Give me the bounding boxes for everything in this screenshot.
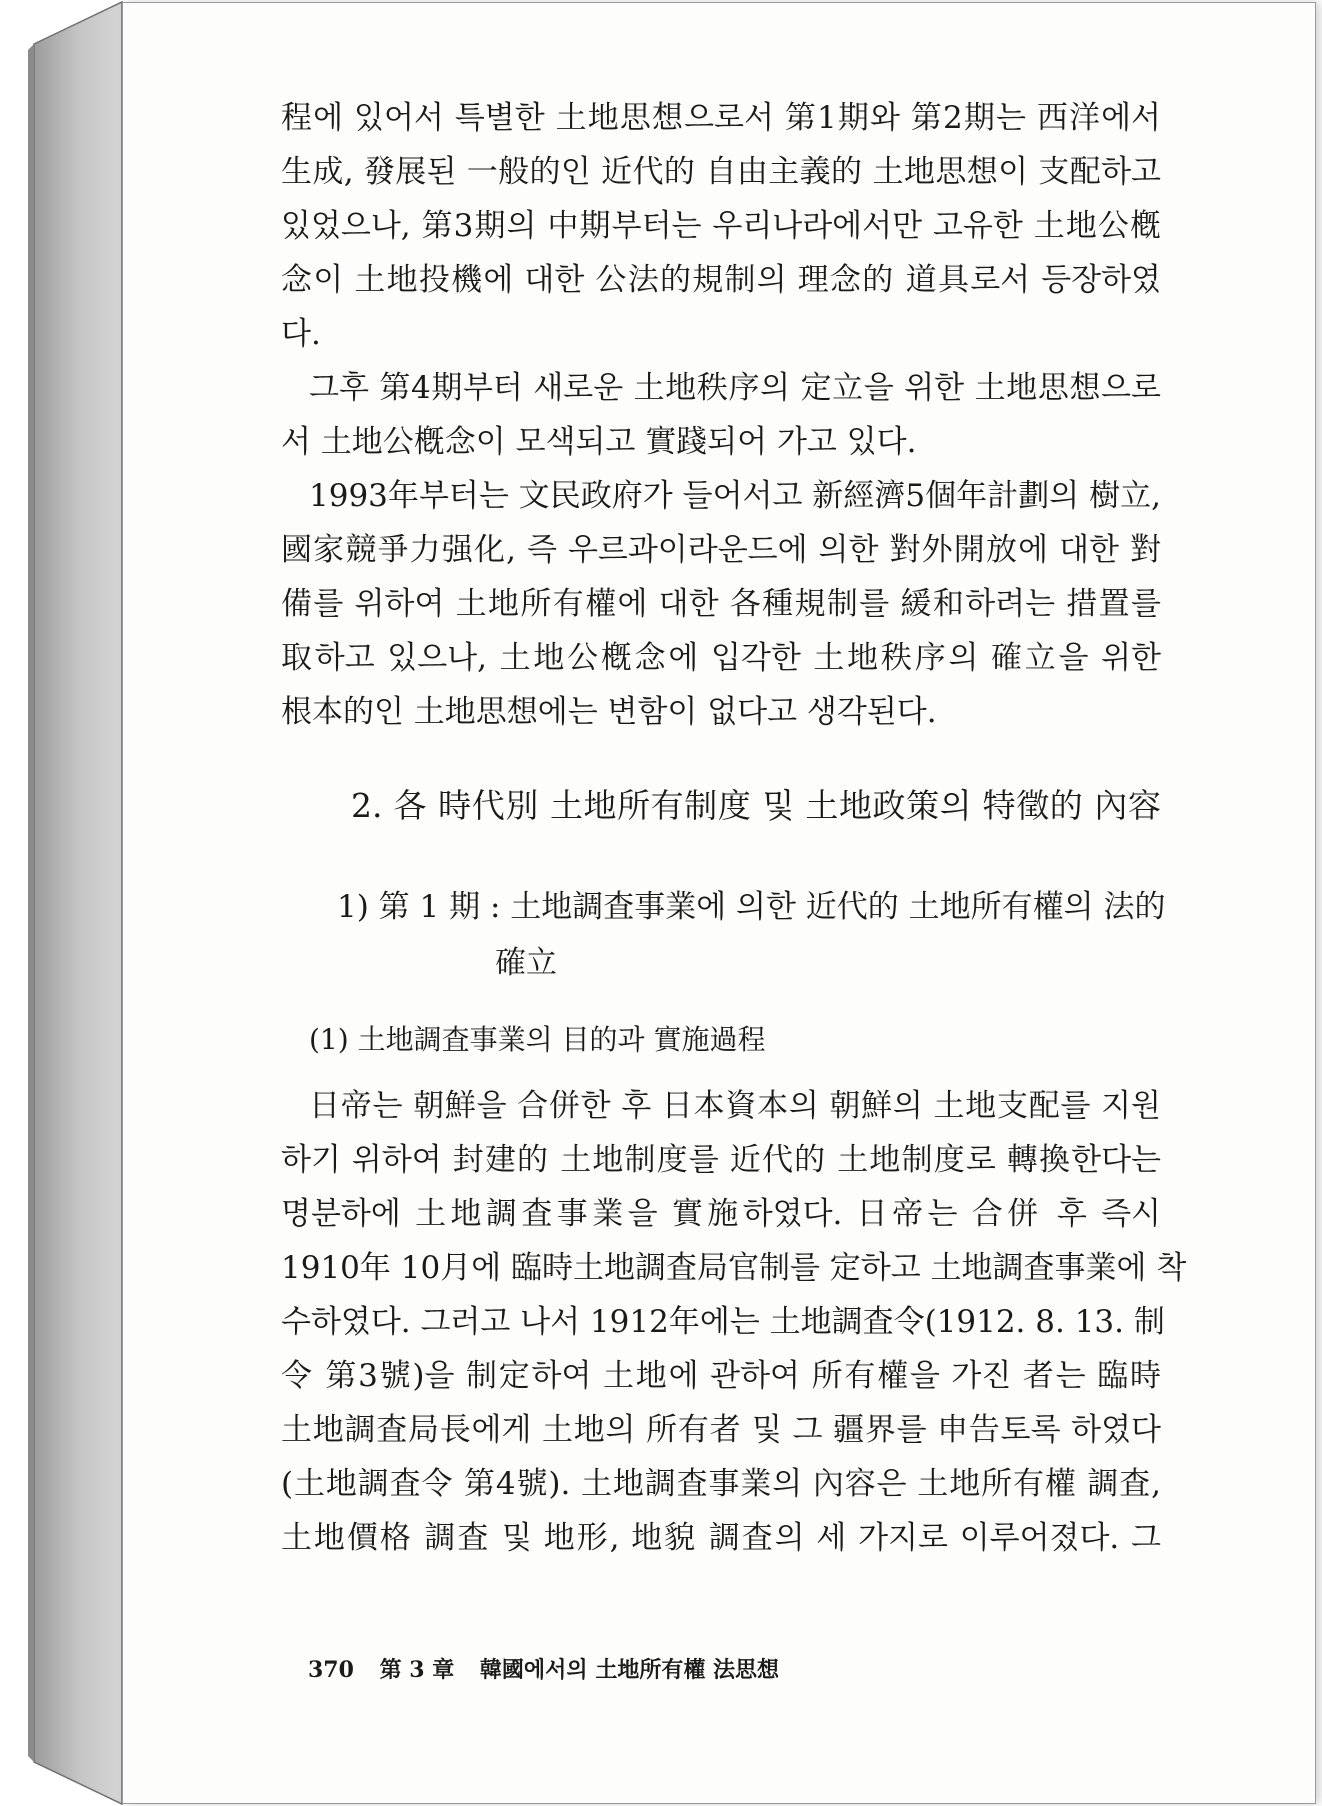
- text-line: 1910年 10月에 臨時土地調査局官制를 定하고 土地調査事業에 착: [281, 1250, 1187, 1286]
- paragraph-3: [281, 469, 1161, 739]
- text-line: 하기 위하여 封建的 土地制度를 近代的 土地制度로 轉換한다는: [281, 1142, 1161, 1178]
- sub-heading: 1) 第 1 期 : 土地調査事業에 의한 近代的 土地所有權의 法的: [337, 889, 1166, 925]
- paragraph-2: [281, 361, 1161, 469]
- text-line: 取하고 있으나, 土地公槪念에 입각한 土地秩序의 確立을 위한: [281, 640, 1161, 676]
- text-line: 日帝는 朝鮮을 合併한 후 日本資本의 朝鮮의 土地支配를 지원: [309, 1088, 1161, 1124]
- sub-heading-continuation: 確立: [495, 945, 557, 981]
- page-body: [281, 91, 1187, 1565]
- book-spine: [0, 0, 124, 1806]
- text-line: 國家競爭力强化, 즉 우르과이라운드에 의한 對外開放에 대한 對: [281, 532, 1161, 568]
- text-line: 그후 第4期부터 새로운 土地秩序의 定立을 위한 土地思想으로: [309, 370, 1161, 406]
- text-line: 土地價格 調査 및 地形, 地貌 調査의 세 가지로 이루어졌다. 그: [281, 1520, 1161, 1556]
- text-line: 명분하에 土地調査事業을 實施하였다. 日帝는 合併 후 즉시: [281, 1196, 1161, 1232]
- text-line: 다.: [281, 316, 321, 352]
- text-line: 程에 있어서 특별한 土地思想으로서 第1期와 第2期는 西洋에서: [281, 100, 1161, 136]
- text-line: 根本的인 土地思想에는 변함이 없다고 생각된다.: [281, 694, 937, 730]
- text-line: 備를 위하여 土地所有權에 대한 各種規制를 緩和하려는 措置를: [281, 586, 1161, 622]
- page-number: 370: [308, 1657, 354, 1683]
- text-line: 1993年부터는 文民政府가 들어서고 新經濟5個年計劃의 樹立,: [309, 478, 1161, 514]
- book-page: [122, 2, 1316, 1804]
- chapter-number: 第 3 章: [379, 1657, 455, 1683]
- text-line: 念이 土地投機에 대한 公法的規制의 理念的 道具로서 등장하였: [281, 262, 1161, 298]
- section-heading: 2. 各 時代別 土地所有制度 및 土地政策의 特徵的 內容: [351, 786, 1161, 825]
- minor-heading: (1) 土地調査事業의 目的과 實施過程: [309, 1023, 766, 1056]
- text-line: (土地調査令 第4號). 土地調査事業의 內容은 土地所有權 調査,: [281, 1466, 1161, 1502]
- paragraph-1: [281, 91, 1161, 361]
- text-line: 土地調査局長에게 土地의 所有者 및 그 疆界를 申告토록 하였다: [281, 1412, 1161, 1448]
- text-line: 令 第3號)을 制定하여 土地에 관하여 所有權을 가진 者는 臨時: [281, 1358, 1161, 1394]
- paragraph-4: [281, 1079, 1187, 1565]
- text-line: 生成, 發展된 一般的인 近代的 自由主義的 土地思想이 支配하고: [281, 154, 1161, 190]
- page-footer: [308, 1653, 797, 1684]
- text-line: 서 土地公槪念이 모색되고 實踐되어 가고 있다.: [281, 424, 917, 460]
- text-line: 수하였다. 그러고 나서 1912年에는 土地調査令(1912. 8. 13. 制: [281, 1304, 1165, 1340]
- text-line: 있었으나, 第3期의 中期부터는 우리나라에서만 고유한 土地公槪: [281, 208, 1161, 244]
- chapter-title: 韓國에서의 土地所有權 法思想: [479, 1657, 779, 1683]
